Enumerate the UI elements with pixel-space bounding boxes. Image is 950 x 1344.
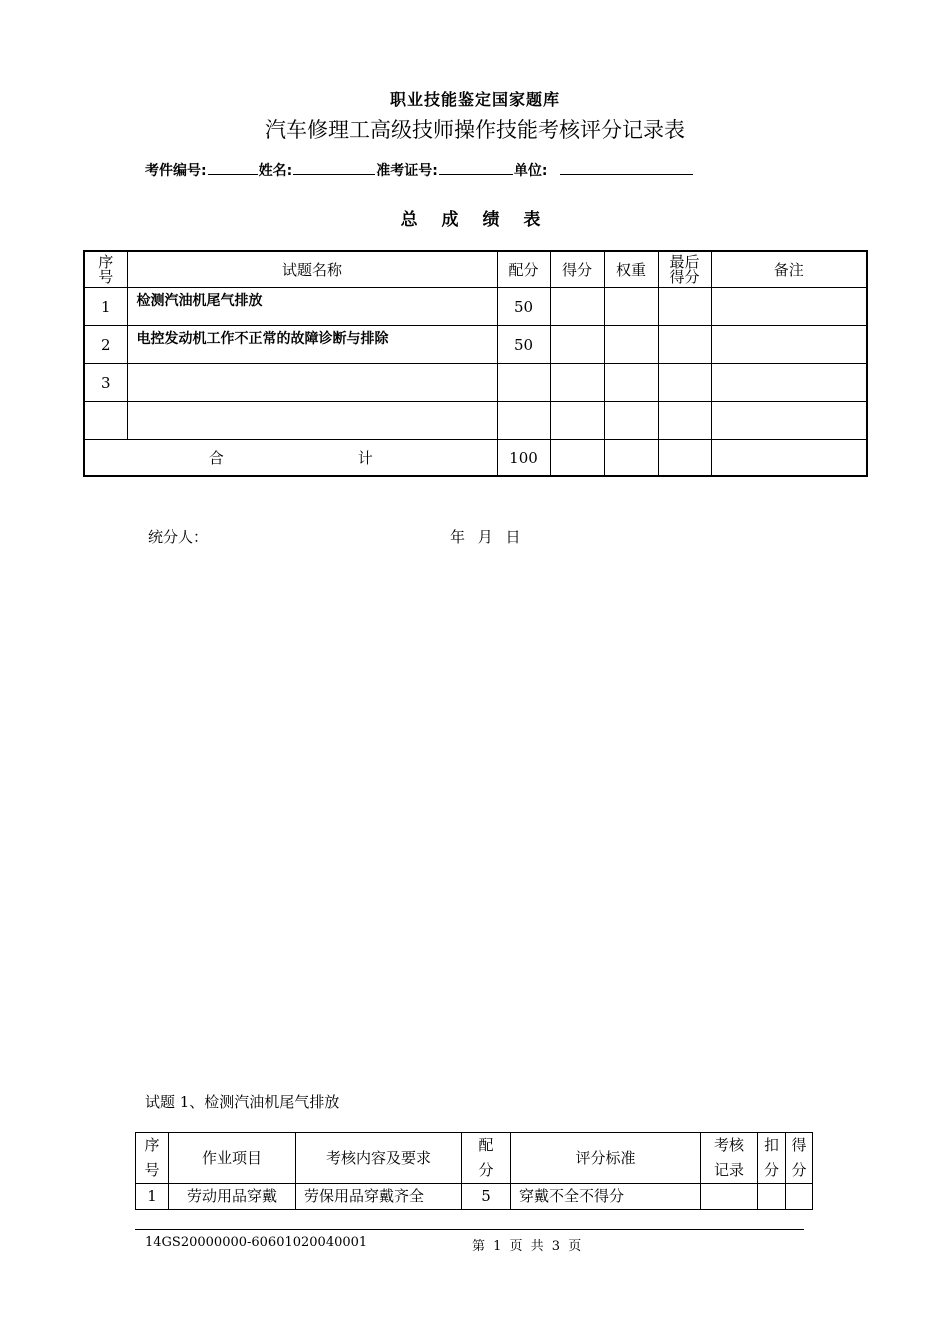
row-remark-cell[interactable] (711, 402, 867, 440)
q-row-record-cell[interactable] (701, 1184, 758, 1210)
row-seq: 1 (84, 288, 127, 326)
row-score-cell[interactable] (550, 402, 604, 440)
row-remark-cell[interactable] (711, 288, 867, 326)
q-header-content: 考核内容及要求 (296, 1133, 462, 1184)
row-remark-cell[interactable] (711, 364, 867, 402)
q-row-deduct-cell[interactable] (758, 1184, 786, 1210)
form-title: 汽车修理工高级技师操作技能考核评分记录表 (265, 118, 685, 142)
row-final-cell[interactable] (658, 326, 711, 364)
row-score-cell[interactable] (550, 364, 604, 402)
row-points: 50 (497, 288, 550, 326)
q-header-score: 得 分 (786, 1133, 813, 1184)
row-score-cell[interactable] (550, 326, 604, 364)
q-header-points: 配 分 (462, 1133, 511, 1184)
row-final-cell[interactable] (658, 288, 711, 326)
total-remark-cell[interactable] (711, 440, 867, 477)
q-row-score-cell[interactable] (786, 1184, 813, 1210)
row-name: 检测汽油机尾气排放 (127, 288, 497, 326)
row-weight-cell[interactable] (604, 364, 658, 402)
candidate-info-line (145, 160, 694, 180)
footer-page-number: 第 1 页 共 3 页 (472, 1239, 582, 1254)
q-row-item: 劳动用品穿戴 (169, 1184, 296, 1210)
table-row (136, 1184, 813, 1210)
row-points (497, 402, 550, 440)
table-row (84, 402, 867, 440)
name-label: 姓名: (258, 163, 293, 179)
header-points: 配分 (497, 251, 550, 288)
table-row (84, 288, 867, 326)
name-field[interactable] (293, 160, 375, 175)
row-seq: 3 (84, 364, 127, 402)
ticket-label: 准考证号: (376, 163, 438, 179)
q-header-deduct: 扣 分 (758, 1133, 786, 1184)
row-final-cell[interactable] (658, 364, 711, 402)
question1-table (135, 1132, 813, 1210)
row-points: 50 (497, 326, 550, 364)
row-seq (84, 402, 127, 440)
row-final-cell[interactable] (658, 402, 711, 440)
row-remark-cell[interactable] (711, 326, 867, 364)
header-seq: 序 号 (84, 251, 127, 288)
total-points: 100 (497, 440, 550, 477)
exam-no-field[interactable] (208, 160, 258, 175)
row-name: 电控发动机工作不正常的故障诊断与排除 (127, 326, 497, 364)
q-row-criteria: 穿戴不全不得分 (511, 1184, 701, 1210)
summary-table (83, 250, 868, 477)
total-label: 合 计 (84, 440, 497, 477)
scorer-label: 统分人： (148, 528, 209, 546)
total-weight-cell[interactable] (604, 440, 658, 477)
q-header-item: 作业项目 (169, 1133, 296, 1184)
header-remark: 备注 (711, 251, 867, 288)
q-row-content: 劳保用品穿戴齐全 (296, 1184, 462, 1210)
row-points (497, 364, 550, 402)
row-score-cell[interactable] (550, 288, 604, 326)
total-row (84, 440, 867, 477)
footer-code: 14GS20000000-60601020040001 (145, 1235, 368, 1250)
summary-title: 总 成 绩 表 (400, 210, 550, 230)
row-name (127, 402, 497, 440)
row-name (127, 364, 497, 402)
header-final-score: 最后 得分 (658, 251, 711, 288)
table-row (84, 364, 867, 402)
ticket-field[interactable] (439, 160, 513, 175)
date-label: 年 月 日 (450, 528, 521, 546)
question1-header-row (136, 1133, 813, 1184)
row-weight-cell[interactable] (604, 326, 658, 364)
row-weight-cell[interactable] (604, 402, 658, 440)
q-header-criteria: 评分标准 (511, 1133, 701, 1184)
footer-divider (135, 1229, 804, 1230)
q-row-seq: 1 (136, 1184, 169, 1210)
total-score-cell[interactable] (550, 440, 604, 477)
question1-title: 试题 1、检测汽油机尾气排放 (145, 1093, 340, 1111)
row-weight-cell[interactable] (604, 288, 658, 326)
row-seq: 2 (84, 326, 127, 364)
exam-no-label: 考件编号: (145, 163, 207, 179)
header-name: 试题名称 (127, 251, 497, 288)
header-weight: 权重 (604, 251, 658, 288)
unit-label: 单位: (513, 163, 548, 179)
total-final-cell[interactable] (658, 440, 711, 477)
org-title: 职业技能鉴定国家题库 (389, 90, 560, 109)
summary-header-row (84, 251, 867, 288)
table-row (84, 326, 867, 364)
unit-field[interactable] (560, 160, 693, 175)
q-header-record: 考核 记录 (701, 1133, 758, 1184)
q-row-points: 5 (462, 1184, 511, 1210)
header-score: 得分 (550, 251, 604, 288)
q-header-seq: 序 号 (136, 1133, 169, 1184)
